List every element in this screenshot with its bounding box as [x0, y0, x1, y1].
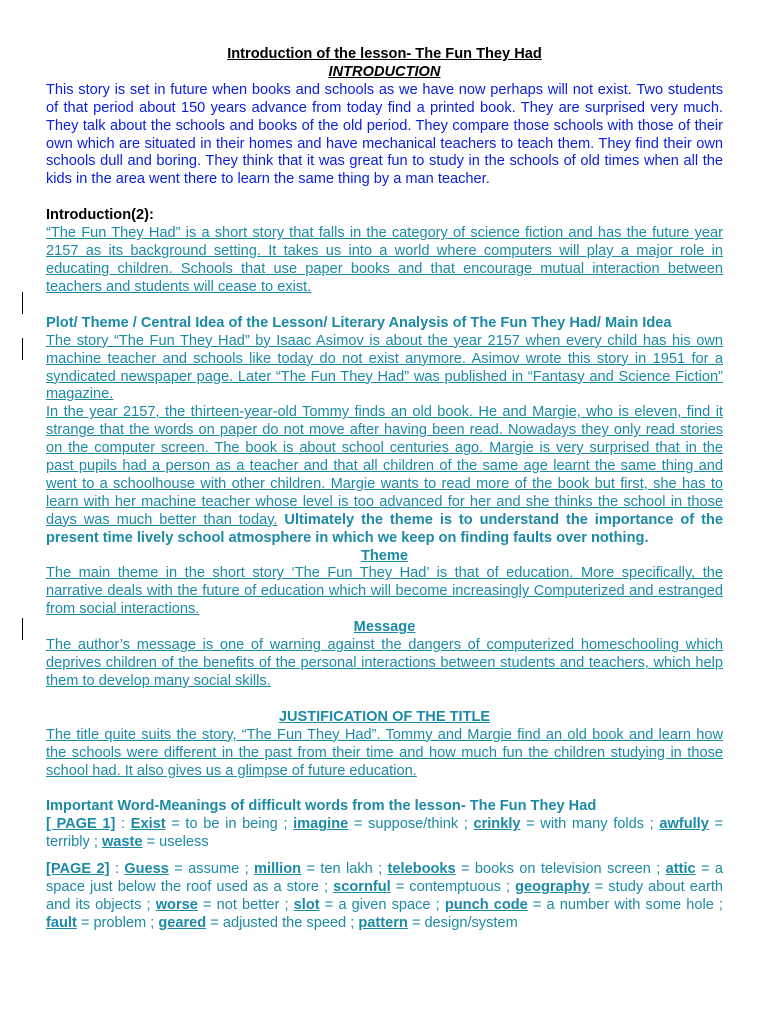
justification-paragraph: The title quite suits the story, “The Fun They Had”. Tommy and Margie find an old book and learn how the schools were different in the past from their time and how much fun the children studying in those school had. It also gives us a glimpse of future education.: [46, 726, 723, 779]
vocab-word: Exist: [130, 816, 166, 833]
plot-heading: Plot/ Theme / Central Idea of the Lesson/ Literary Analysis of The Fun They Had/ Main Idea: [46, 314, 672, 331]
intro2-paragraph: “The Fun They Had” is a short story that falls in the category of science fiction and has the future year 2157 as its background setting. It takes us into a world where computers will play a major role in educating children. Schools that use paper books and that encourage mutual interaction between teachers and students will cease to exist.: [46, 225, 723, 295]
vocab-meaning: = a space just below the roof used as a store ;: [46, 861, 724, 896]
vocab-word: worse: [155, 896, 198, 913]
document-page: [46, 46, 723, 933]
vocab-meaning: = books on television screen ;: [455, 861, 666, 878]
justification-heading: JUSTIFICATION OF THE TITLE: [278, 708, 491, 725]
vocab-word: crinkly: [473, 816, 521, 833]
vocab-word: waste: [101, 834, 143, 851]
margin-bar-3: [22, 618, 23, 640]
word-meanings-page2: [PAGE 2] : Guess = assume ; million = ten lakh ; telebooks = books on television screen ; attic = a space just below the roof used as a store ; scornful = contemptuous ; geography = study about earth and its objects ; worse = not better ; slot = a given space ; punch code = a number with some hole ; fault = problem ; geared = adjusted the speed ; pattern = design/system: [46, 861, 724, 931]
page2-word-list: [46, 861, 723, 931]
vocab-meaning: = to be in being ;: [165, 816, 294, 833]
document-subtitle: INTRODUCTION: [328, 63, 441, 80]
vocab-meaning: = ten lakh ;: [301, 861, 388, 878]
word-meanings-heading: Important Word-Meanings of difficult words from the lesson- The Fun They Had: [46, 798, 597, 815]
theme-paragraph: The main theme in the short story ‘The Fun They Had’ is that of education. More specifically, the narrative deals with the future of education which will become increasingly Computerized and estranged from social interactions.: [46, 565, 723, 618]
vocab-word: slot: [293, 896, 320, 913]
vocab-word: geared: [158, 914, 207, 931]
vocab-word: geography: [515, 879, 590, 896]
plot-paragraph-2-text: In the year 2157, the thirteen-year-old Tommy finds an old book. He and Margie, who is eleven, find it strange that the words on paper do not move after having been read. Nowadays they only read stories on the computer screen. The book is about school centuries ago. Margie is very surprised that in the past pupils had a person as a teacher and that all children of the same age learnt the same thing and went to a schoolhouse with other children. Margie wants to read more of the book but first, she has to learn with her machine teacher whose level is too advanced for her and she thinks the school in those days was much better than today.: [46, 404, 723, 528]
plot-paragraph-2: [46, 404, 723, 547]
vocab-word: punch code: [444, 896, 528, 913]
vocab-meaning: = design/system: [407, 914, 518, 931]
intro2-heading: Introduction(2):: [46, 207, 154, 224]
vocab-meaning: = study about earth and its objects ;: [46, 879, 723, 913]
page1-label: [ PAGE 1]: [46, 816, 116, 833]
vocab-meaning: = suppose/think ;: [348, 816, 474, 833]
plot-paragraph-1: The story “The Fun They Had” by Isaac Asimov is about the year 2157 when every child has his own machine teacher and schools like today do not exist anymore. Asimov wrote this story in 1951 for a syndicated newspaper page. Later “The Fun They Had” was published in “Fantasy and Science Fiction” magazine.: [46, 332, 723, 403]
vocab-meaning: = a given space ;: [319, 896, 445, 913]
vocab-meaning: = a number with some hole ;: [527, 896, 723, 913]
vocab-word: fault: [46, 914, 77, 931]
vocab-meaning: = terribly ;: [46, 816, 724, 851]
vocab-word: imagine: [293, 816, 349, 833]
document-title: Introduction of the lesson- The Fun They Had: [227, 46, 542, 62]
margin-bar-1: [22, 292, 23, 314]
vocab-word: pattern: [358, 914, 408, 931]
message-heading: Message: [353, 619, 416, 636]
vocab-meaning: = useless: [142, 834, 209, 851]
message-paragraph: The author’s message is one of warning against the dangers of computerized homeschooling which deprives children of the benefits of the personal interactions between students and teachers, which help them to develop many social skills.: [46, 637, 723, 689]
vocab-word: awfully: [659, 816, 709, 833]
vocab-meaning: = not better ;: [197, 896, 294, 913]
word-meanings-page1: [ PAGE 1] : Exist = to be in being ; imagine = suppose/think ; crinkly = with many folds ; awfully = terribly ; waste = useless: [46, 816, 724, 851]
vocab-word: attic: [665, 861, 696, 878]
intro-paragraph: This story is set in future when books and schools as we have now perhaps will not exist. Two students of that period about 150 years advance from today find a printed book. They are surprised very much. They talk about the schools and books of the old period. They compare those schools with those of their own which are situated in their homes and have mechanical teachers to teach them. They find their own schools dull and boring. They think that it was great fun to study in the schools of old times when all the kids in the area went there to learn the same thing by a man teacher.: [46, 81, 723, 188]
vocab-word: Guess: [124, 861, 169, 878]
vocab-word: million: [254, 861, 302, 878]
vocab-meaning: = with many folds ;: [520, 816, 660, 833]
vocab-word: telebooks: [387, 861, 456, 878]
page2-label: [PAGE 2]: [46, 861, 110, 878]
vocab-word: scornful: [333, 879, 391, 896]
vocab-meaning: = problem ;: [76, 914, 159, 931]
plot-paragraph-2-bold: Ultimately the theme is to understand the importance of the present time lively school atmosphere in which we keep on finding faults over nothing.: [46, 511, 723, 546]
vocab-meaning: = assume ;: [168, 861, 255, 878]
theme-heading: Theme: [360, 547, 409, 564]
vocab-meaning: = contemptuous ;: [390, 879, 516, 896]
vocab-meaning: = adjusted the speed ;: [206, 914, 359, 931]
margin-bar-2: [22, 338, 23, 360]
page1-word-list: [46, 816, 723, 850]
